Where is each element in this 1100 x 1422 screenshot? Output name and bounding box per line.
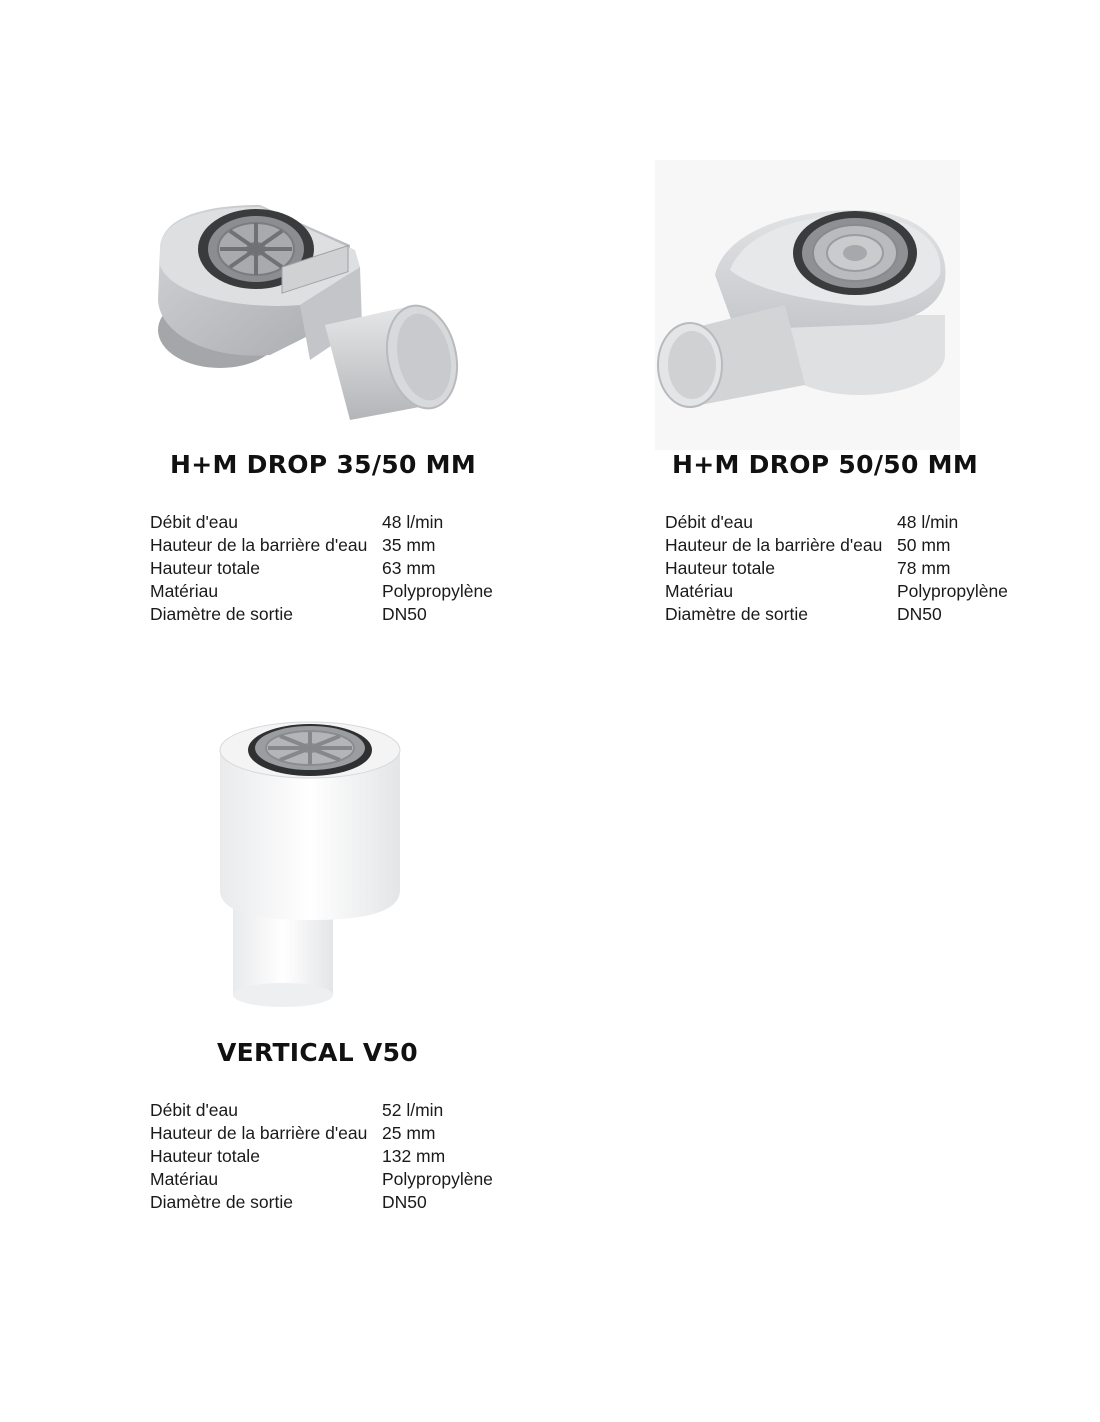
spec-label: Matériau bbox=[150, 1169, 219, 1189]
spec-row bbox=[150, 557, 493, 580]
spec-row bbox=[150, 1168, 493, 1191]
spec-value: Polypropylène bbox=[382, 581, 493, 601]
spec-label: Hauteur de la barrière d'eau bbox=[150, 1123, 368, 1143]
spec-value: 25 mm bbox=[382, 1123, 436, 1143]
spec-value: DN50 bbox=[382, 604, 427, 624]
spec-row bbox=[150, 1122, 493, 1145]
product-card-drop-50-50 bbox=[550, 0, 1100, 650]
spec-value: 52 l/min bbox=[382, 1100, 444, 1120]
product-card-vertical-v50 bbox=[0, 650, 550, 1300]
spec-value: 132 mm bbox=[382, 1146, 446, 1166]
spec-row bbox=[150, 1191, 493, 1214]
spec-label: Diamètre de sortie bbox=[150, 604, 293, 624]
spec-value: Polypropylène bbox=[382, 1169, 493, 1189]
spec-label: Matériau bbox=[150, 581, 219, 601]
spec-value: 63 mm bbox=[382, 558, 436, 578]
spec-label: Diamètre de sortie bbox=[150, 1192, 293, 1212]
drain-drop-35-50-image bbox=[150, 205, 470, 420]
spec-value: 50 mm bbox=[897, 535, 951, 555]
product-title: H+M DROP 35/50 MM bbox=[170, 450, 477, 479]
spec-row bbox=[665, 580, 1008, 603]
spec-value: DN50 bbox=[897, 604, 942, 624]
spec-label: Diamètre de sortie bbox=[665, 604, 808, 624]
spec-row bbox=[665, 534, 1008, 557]
drain-drop-50-50-image bbox=[655, 160, 960, 450]
spec-label: Débit d'eau bbox=[665, 512, 753, 532]
product-title: H+M DROP 50/50 MM bbox=[672, 450, 979, 479]
spec-row bbox=[665, 511, 1008, 534]
spec-label: Hauteur totale bbox=[665, 558, 775, 578]
product-title: VERTICAL V50 bbox=[217, 1038, 418, 1067]
spec-row bbox=[665, 603, 1008, 626]
spec-label: Débit d'eau bbox=[150, 512, 238, 532]
spec-table bbox=[150, 511, 493, 626]
spec-row bbox=[150, 580, 493, 603]
spec-table bbox=[665, 511, 1008, 626]
spec-label: Matériau bbox=[665, 581, 734, 601]
spec-row bbox=[150, 511, 493, 534]
product-card-drop-35-50 bbox=[0, 0, 550, 650]
spec-label: Hauteur totale bbox=[150, 1146, 260, 1166]
spec-value: 35 mm bbox=[382, 535, 436, 555]
spec-row bbox=[665, 557, 1008, 580]
spec-value: 48 l/min bbox=[897, 512, 959, 532]
spec-value: Polypropylène bbox=[897, 581, 1008, 601]
spec-row bbox=[150, 1099, 493, 1122]
spec-value: 78 mm bbox=[897, 558, 951, 578]
spec-label: Hauteur totale bbox=[150, 558, 260, 578]
spec-row bbox=[150, 1145, 493, 1168]
spec-label: Hauteur de la barrière d'eau bbox=[150, 535, 368, 555]
spec-row bbox=[150, 603, 493, 626]
spec-label: Hauteur de la barrière d'eau bbox=[665, 535, 883, 555]
spec-label: Débit d'eau bbox=[150, 1100, 238, 1120]
spec-value: DN50 bbox=[382, 1192, 427, 1212]
spec-row bbox=[150, 534, 493, 557]
spec-table bbox=[150, 1099, 493, 1214]
drain-vertical-v50-image bbox=[215, 715, 405, 1010]
spec-value: 48 l/min bbox=[382, 512, 444, 532]
